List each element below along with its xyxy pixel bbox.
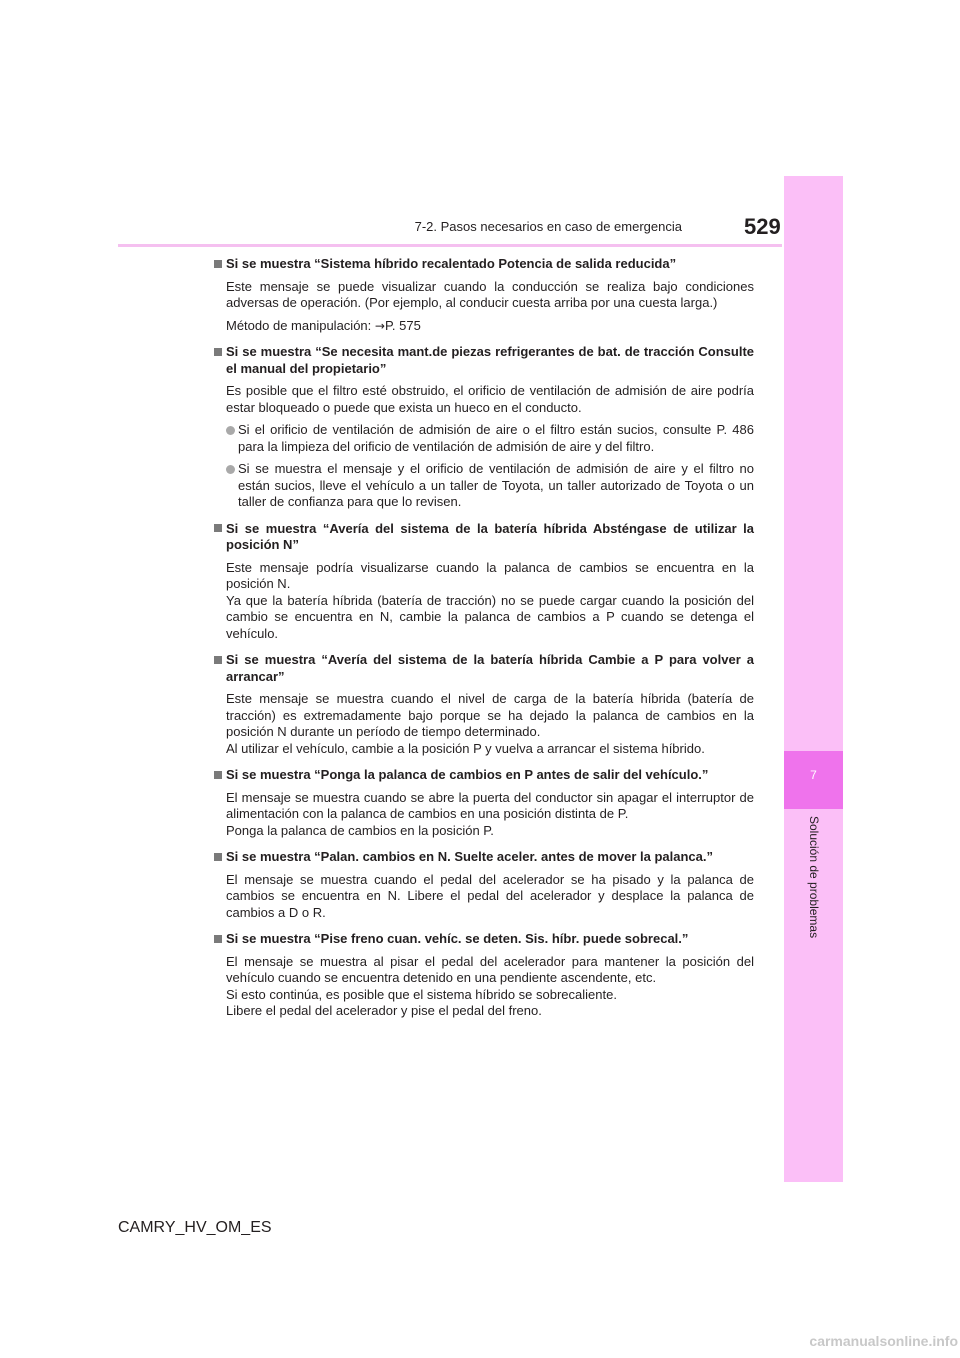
section-heading-text: Si se muestra “Palan. cambios en N. Suelte aceler. antes de mover la palanca.” xyxy=(226,849,713,864)
paragraph xyxy=(214,790,754,840)
header-section-title: 7-2. Pasos necesarios en caso de emergencia xyxy=(414,219,682,234)
list-item-text: Si el orificio de ventilación de admisión de aire o el filtro están sucios, consulte P. 486 para la limpieza del orificio de ventilación de admisión de aire y del filtro. xyxy=(238,422,754,454)
paragraph-line: Al utilizar el vehículo, cambie a la posición P y vuelva a arrancar el sistema híbrido. xyxy=(226,740,705,756)
chapter-number-box xyxy=(784,751,843,809)
section-cooling-maintenance xyxy=(214,344,754,511)
section-heading xyxy=(214,849,754,866)
circle-bullet-icon xyxy=(226,465,235,474)
section-overheat xyxy=(214,256,754,334)
paragraph-line: Este mensaje se muestra cuando el nivel de carga de la batería híbrida (batería de tracción) es extremadamente bajo porque se ha dejado la palanca de cambios en la posición N durante un período de tiempo determinado. xyxy=(226,691,754,739)
section-press-brake xyxy=(214,931,754,1020)
paragraph xyxy=(214,560,754,643)
header-divider xyxy=(118,244,782,247)
paragraph-line: El mensaje se muestra cuando se abre la puerta del conductor sin apagar el interruptor de alimentación con la palanca de cambios en una posición distinta de P. xyxy=(226,789,754,821)
circle-bullet-icon xyxy=(226,426,235,435)
chapter-number: 7 xyxy=(810,768,817,782)
main-content xyxy=(214,256,754,1030)
section-heading xyxy=(214,344,754,377)
section-battery-avoid-n xyxy=(214,521,754,643)
section-release-accelerator xyxy=(214,849,754,921)
section-heading xyxy=(214,521,754,554)
section-heading xyxy=(214,652,754,685)
square-bullet-icon xyxy=(214,853,222,861)
square-bullet-icon xyxy=(214,771,222,779)
reference-line xyxy=(214,318,754,335)
watermark: carmanualsonline.info xyxy=(809,1333,958,1349)
paragraph-line: Ponga la palanca de cambios en la posición P. xyxy=(226,822,494,838)
chapter-label: Solución de problemas xyxy=(807,816,821,939)
square-bullet-icon xyxy=(214,524,222,532)
arrow-right-icon: → xyxy=(374,318,385,333)
section-heading-text: Si se muestra “Se necesita mant.de piezas refrigerantes de bat. de tracción Consulte el manual del propietario” xyxy=(226,344,754,376)
paragraph-line: Libere el pedal del acelerador y pise el pedal del freno. xyxy=(226,1003,542,1018)
chapter-side-tab xyxy=(784,176,843,1182)
section-heading xyxy=(214,256,754,273)
reference-page-link[interactable]: P. 575 xyxy=(384,317,421,333)
paragraph-line: Este mensaje podría visualizarse cuando la palanca de cambios se encuentra en la posición N. xyxy=(226,559,754,591)
section-battery-restart xyxy=(214,652,754,757)
paragraph-line: Si esto continúa, es posible que el sistema híbrido se sobrecaliente. xyxy=(226,986,617,1002)
list-item-text: Si se muestra el mensaje y el orificio de ventilación de admisión de aire y el filtro no están sucios, lleve el vehículo a un taller de Toyota, un taller autorizado de Toyota o un taller de confianza para que lo revisen. xyxy=(238,461,754,509)
paragraph xyxy=(214,954,754,1020)
section-heading xyxy=(214,767,754,784)
reference-prefix: Método de manipulación: xyxy=(226,317,375,333)
document-code: CAMRY_HV_OM_ES xyxy=(118,1219,272,1236)
section-heading-text: Si se muestra “Pise freno cuan. vehíc. se deten. Sis. híbr. puede sobrecal.” xyxy=(226,931,689,946)
paragraph xyxy=(214,691,754,757)
list-item xyxy=(214,461,754,511)
paragraph: El mensaje se muestra cuando el pedal del acelerador se ha pisado y la palanca de cambios se encuentra en N. Libere el pedal del acelerador y desplace la palanca de cambios a D o R. xyxy=(226,871,754,920)
paragraph-line: El mensaje se muestra al pisar el pedal del acelerador para mantener la posición del vehículo cuando se encuentra detenido en una pendiente ascendente, etc. xyxy=(226,953,754,985)
list-item xyxy=(214,422,754,455)
square-bullet-icon xyxy=(214,348,222,356)
paragraph-line: Ya que la batería híbrida (batería de tracción) no se puede cargar cuando la posición del cambio se encuentra en N, cambie la palanca de cambios a P cuando se detenga el vehículo. xyxy=(226,592,754,641)
section-heading-text: Si se muestra “Sistema híbrido recalentado Potencia de salida reducida” xyxy=(226,256,677,271)
section-heading-text: Si se muestra “Ponga la palanca de cambios en P antes de salir del vehículo.” xyxy=(226,767,709,782)
paragraph: Este mensaje se puede visualizar cuando la conducción se realiza bajo condiciones adversas de operación. (Por ejemplo, al conducir cuesta arriba por una cuesta larga.) xyxy=(226,278,754,310)
square-bullet-icon xyxy=(214,656,222,664)
square-bullet-icon xyxy=(214,935,222,943)
square-bullet-icon xyxy=(214,260,222,268)
paragraph: Es posible que el filtro esté obstruido, el orificio de ventilación de admisión de aire podría estar bloqueado o puede que exista un hueco en el conducto. xyxy=(226,383,754,415)
section-heading-text: Si se muestra “Avería del sistema de la batería híbrida Cambie a P para volver a arrancar” xyxy=(226,652,754,684)
section-shift-p xyxy=(214,767,754,839)
section-heading-text: Si se muestra “Avería del sistema de la batería híbrida Absténgase de utilizar la posición N” xyxy=(226,520,754,552)
section-heading xyxy=(214,931,754,948)
page-number: 529 xyxy=(744,214,781,239)
